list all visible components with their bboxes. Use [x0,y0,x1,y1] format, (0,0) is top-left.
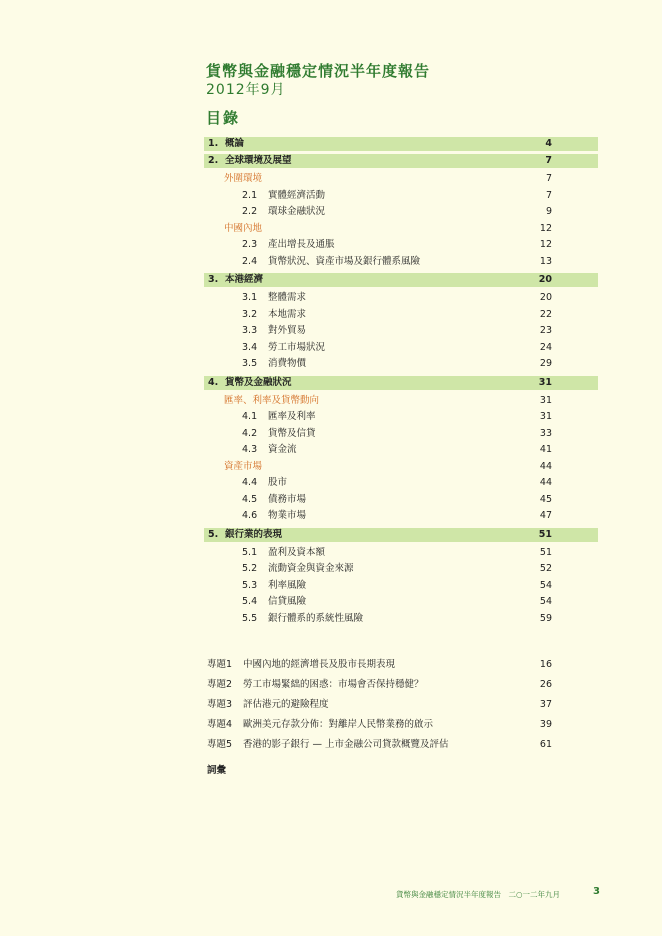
box-number: 專題1 [207,659,233,670]
toc-item[interactable] [204,356,598,373]
page-number: 3 [593,886,600,897]
toc-item[interactable] [204,561,598,578]
toc-item[interactable] [204,442,598,459]
box-label: 中國內地的經濟增長及股市長期表現 [243,659,396,670]
toc-page: 31 [539,394,552,406]
toc-number: 5.4 [242,596,258,607]
toc-label: 盈利及資本額 [268,546,326,558]
toc-label: 股市 [268,477,288,488]
toc-group[interactable] [204,171,598,188]
toc-section[interactable] [204,528,598,542]
toc-page: 29 [539,358,552,369]
toc-label: 銀行業的表現 [225,528,283,540]
box-page: 26 [539,679,552,690]
toc-item[interactable] [204,188,598,205]
toc-page: 20 [539,292,552,303]
toc-label: 產出增長及通脹 [268,239,335,250]
toc-number: 5.3 [242,579,258,591]
toc-item[interactable] [204,594,598,611]
toc-label: 外圍環境 [224,173,263,184]
report-date: 2012年9月 [206,82,286,98]
toc-page: 51 [538,528,552,540]
box-label: 勞工市場緊絀的困惑：市場會否保持穩健？ [243,679,424,690]
box-entry[interactable] [204,715,598,735]
toc-label: 貨幣狀況、資產市場及銀行體系風險 [268,255,421,267]
toc-number: 5.2 [242,563,258,574]
toc-number: 2.2 [242,206,258,217]
toc-page: 9 [545,206,552,217]
toc-number: 5. [208,528,219,540]
box-number: 專題3 [207,699,233,710]
toc-number: 4.6 [242,510,258,521]
toc-label: 匯率及利率 [268,411,316,422]
box-page: 61 [539,739,552,750]
toc-item[interactable] [204,237,598,254]
toc-page: 24 [539,341,552,353]
toc-number: 4.2 [242,427,258,439]
toc-group[interactable] [204,393,598,410]
toc-item[interactable] [204,290,598,307]
toc-number: 4.3 [242,444,258,455]
toc-item[interactable] [204,545,598,562]
toc-section[interactable] [204,137,598,151]
toc-page: 12 [539,222,552,234]
toc-label: 物業市場 [268,510,307,521]
toc-number: 2.3 [242,239,258,250]
box-number: 專題2 [207,679,233,690]
toc-page: 47 [539,510,552,521]
toc-label: 貨幣及金融狀況 [225,376,292,388]
box-label: 歐洲美元存款分佈：對離岸人民幣業務的啟示 [243,719,434,730]
glossary-link[interactable]: 詞彙 [207,765,227,776]
toc-item[interactable] [204,426,598,443]
box-page: 16 [539,659,552,670]
toc-page: 45 [539,493,552,505]
toc-label: 全球環境及展望 [225,155,292,166]
toc-number: 5.5 [242,612,258,624]
box-label: 香港的影子銀行 — 上市金融公司貸款概覽及評估 [243,739,449,750]
box-entry[interactable] [204,655,598,675]
toc-number: 2. [208,155,219,166]
toc-label: 環球金融狀況 [268,206,326,217]
toc-label: 流動資金與資金來源 [268,563,354,574]
toc-number: 4. [208,376,219,388]
toc-page: 7 [545,155,552,166]
toc-page: 52 [539,563,552,574]
toc-number: 2.4 [242,255,258,267]
toc-label: 債務市場 [268,493,307,505]
toc-item[interactable] [204,323,598,340]
toc-page: 33 [539,427,552,439]
toc-number: 1. [208,138,219,149]
toc-label: 本港經濟 [225,274,264,285]
toc-item[interactable] [204,340,598,357]
toc-page: 44 [539,477,552,488]
toc-page: 7 [545,189,552,201]
toc-number: 4.1 [242,411,258,422]
toc-item[interactable] [204,475,598,492]
toc-item[interactable] [204,611,598,628]
toc-page: 31 [539,411,552,422]
toc-section[interactable] [204,376,598,390]
toc-item[interactable] [204,508,598,525]
report-title: 貨幣與金融穩定情況半年度報告 [206,62,431,80]
toc-number: 4.4 [242,477,258,488]
toc-label: 對外貿易 [268,325,307,336]
toc-page: 20 [538,274,552,285]
toc-label: 概論 [225,138,245,149]
toc-number: 2.1 [242,189,258,201]
table-of-contents [204,137,598,627]
toc-number: 3.3 [242,325,258,336]
box-label: 評估港元的避險程度 [243,699,329,710]
toc-page: 41 [539,444,552,455]
toc-group[interactable] [204,459,598,476]
toc-item[interactable] [204,307,598,324]
toc-label: 整體需求 [268,292,307,303]
toc-label: 貨幣及信貸 [268,427,316,439]
toc-label: 消費物價 [268,358,307,369]
toc-page: 44 [539,460,552,472]
toc-label: 利率風險 [268,579,307,591]
toc-page: 31 [538,376,552,388]
toc-label: 勞工市場狀況 [268,341,326,353]
toc-page: 23 [539,325,552,336]
toc-page: 22 [539,308,552,320]
toc-page: 4 [545,138,552,149]
toc-number: 3.1 [242,292,258,303]
footer-text: 貨幣與金融穩定情況半年度報告 二○一二年九月 [396,890,561,899]
toc-number: 3. [208,274,219,285]
toc-page: 54 [539,596,552,607]
toc-number: 3.2 [242,308,258,320]
toc-item[interactable] [204,204,598,221]
toc-label: 資金流 [268,444,297,455]
toc-page: 12 [539,239,552,250]
box-list [204,655,598,755]
box-entry[interactable] [204,735,598,755]
box-number: 專題5 [207,739,233,750]
toc-section[interactable] [204,154,598,168]
contents-title: 目錄 [206,109,241,127]
toc-label: 信貸風險 [268,596,307,607]
box-page: 37 [539,699,552,710]
box-entry[interactable] [204,675,598,695]
toc-page: 13 [539,255,552,267]
toc-label: 資產市場 [224,460,263,472]
box-number: 專題4 [207,719,233,730]
toc-label: 銀行體系的系統性風險 [268,612,364,624]
toc-label: 中國內地 [224,222,263,234]
toc-label: 匯率、利率及貨幣動向 [224,394,320,406]
toc-label: 實體經濟活動 [268,189,326,201]
toc-page: 54 [539,579,552,591]
toc-label: 本地需求 [268,308,307,320]
toc-item[interactable] [204,409,598,426]
toc-number: 5.1 [242,546,258,558]
toc-number: 3.4 [242,341,258,353]
toc-item[interactable] [204,492,598,509]
toc-item[interactable] [204,254,598,271]
toc-item[interactable] [204,578,598,595]
toc-group[interactable] [204,221,598,238]
toc-number: 4.5 [242,493,258,505]
box-page: 39 [539,719,552,730]
box-entry[interactable] [204,695,598,715]
toc-page: 7 [545,173,552,184]
toc-page: 59 [539,612,552,624]
toc-number: 3.5 [242,358,258,369]
toc-page: 51 [539,546,552,558]
toc-section[interactable] [204,273,598,287]
